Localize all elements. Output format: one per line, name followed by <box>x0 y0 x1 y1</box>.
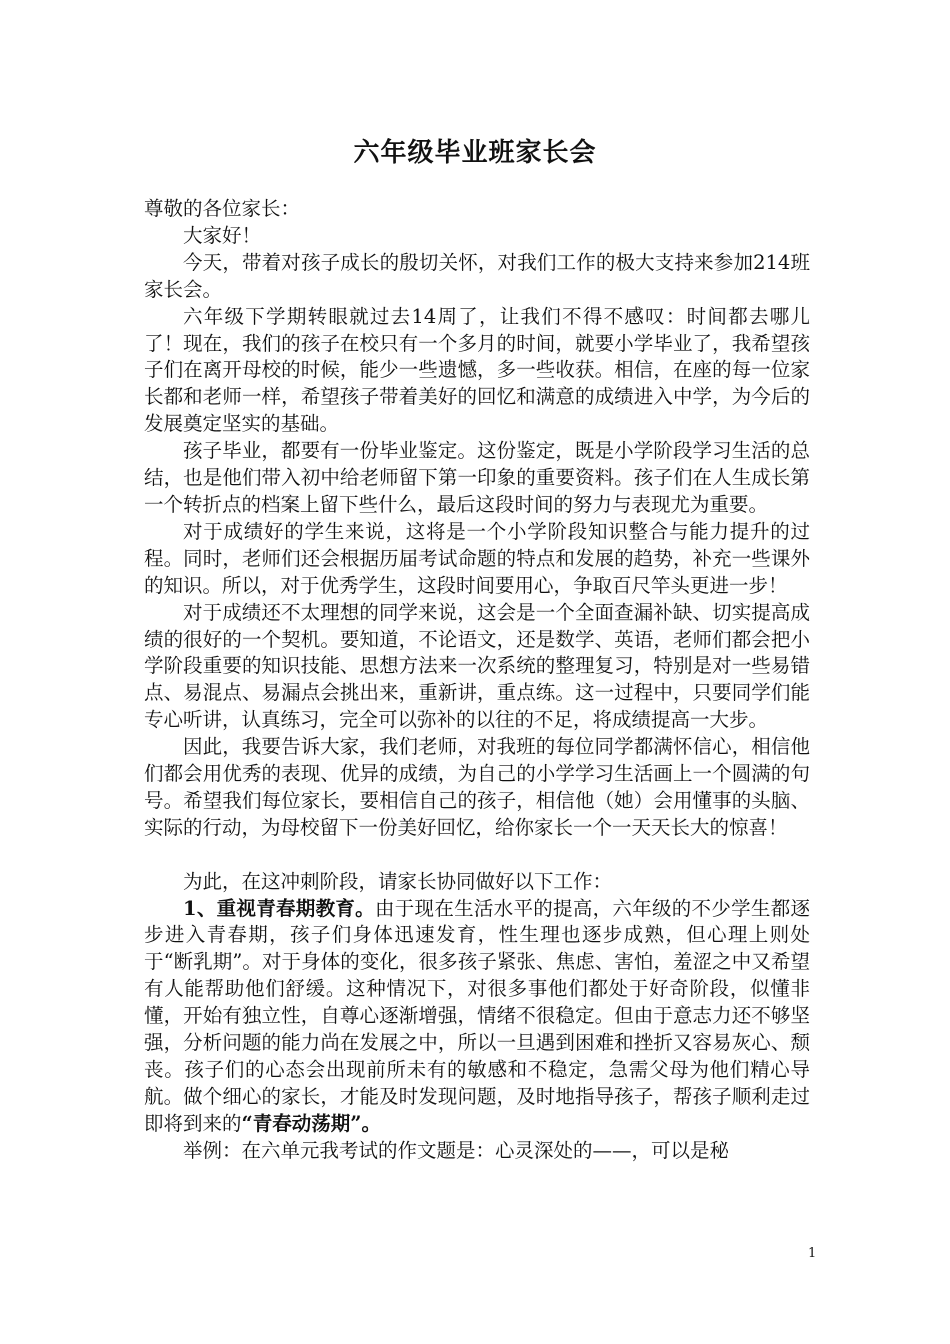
task-1-body: 由于现在生活水平的提高，六年级的不少学生都逐步进入青春期，孩子们身体迅速发育，性生理也逐步成熟，但心理上则处于“断乳期”。对于身体的变化，很多孩子紧张、焦虑、害怕，羞涩之中又希望有人能帮助他们舒缓。这种情况下，对很多事他们都处于好奇阶段，似懂非懂，开始有独立性，自尊心逐渐增强，情绪不很稳定。但由于意志力还不够坚强，分析问题的能力尚在发展之中，所以一旦遇到困难和挫折又容易灰心、颓丧。孩子们的心态会出现前所未有的敏感和不稳定，急需父母为他们精心导航。做个细心的家长，才能及时发现问题，及时地指导孩子，帮孩子顺利走过即将到来的 <box>144 896 810 1135</box>
document-title: 六年级毕业班家长会 <box>353 138 597 168</box>
task-1-heading: 1、重视青春期教育。 <box>183 896 375 920</box>
blank-line <box>144 842 810 869</box>
page-number: 1 <box>808 1246 817 1261</box>
task-1-emphasis: “青春动荡期”。 <box>241 1111 381 1135</box>
paragraph: 六年级下学期转眼就过去14周了，让我们不得不感叹：时间都去哪儿了！现在，我们的孩子在校只有一个多月的时间，就要小学毕业了，我希望孩子们在离开母校的时候，能少一些遗憾，多一些收获。相信，在座的每一位家长都和老师一样，希望孩子带着美好的回忆和满意的成绩进入中学，为今后的发展奠定坚实的基础。 <box>144 304 810 436</box>
paragraph: 对于成绩还不太理想的同学来说，这会是一个全面查漏补缺、切实提高成绩的很好的一个契机。要知道，不论语文，还是数学、英语，老师们都会把小学阶段重要的知识技能、思想方法来一次系统的整理复习，特别是对一些易错点、易混点、易漏点会挑出来，重新讲，重点练。这一过程中，只要同学们能专心听讲，认真练习，完全可以弥补的以往的不足，将成绩提高一大步。 <box>144 600 810 732</box>
tasks-intro: 为此，在这冲刺阶段，请家长协同做好以下工作： <box>183 869 613 893</box>
greeting: 大家好！ <box>183 223 262 247</box>
salutation: 尊敬的各位家长： <box>144 197 301 220</box>
task-1-paragraph <box>144 896 810 1138</box>
paragraph: 孩子毕业，都要有一份毕业鉴定。这份鉴定，既是小学阶段学习生活的总结，也是他们带入初中给老师留下第一印象的重要资料。孩子们在人生成长第一个转折点的档案上留下些什么，最后这段时间的努力与表现尤为重要。 <box>144 439 810 516</box>
example-paragraph: 举例：在六单元我考试的作文题是：心灵深处的——，可以是秘 <box>183 1138 730 1162</box>
paragraph: 今天，带着对孩子成长的殷切关怀，对我们工作的极大支持来参加214班家长会。 <box>144 250 810 301</box>
paragraph: 因此，我要告诉大家，我们老师，对我班的每位同学都满怀信心，相信他们都会用优秀的表现、优异的成绩，为自己的小学学习生活画上一个圆满的句号。希望我们每位家长，要相信自己的孩子，相信他（她）会用懂事的头脑、实际的行动，为母校留下一份美好回忆，给你家长一个一天天长大的惊喜！ <box>144 735 810 839</box>
document-body <box>144 196 810 1165</box>
paragraph: 对于成绩好的学生来说，这将是一个小学阶段知识整合与能力提升的过程。同时，老师们还会根据历届考试命题的特点和发展的趋势，补充一些课外的知识。所以，对于优秀学生，这段时间要用心，争取百尺竿头更进一步！ <box>144 519 810 597</box>
